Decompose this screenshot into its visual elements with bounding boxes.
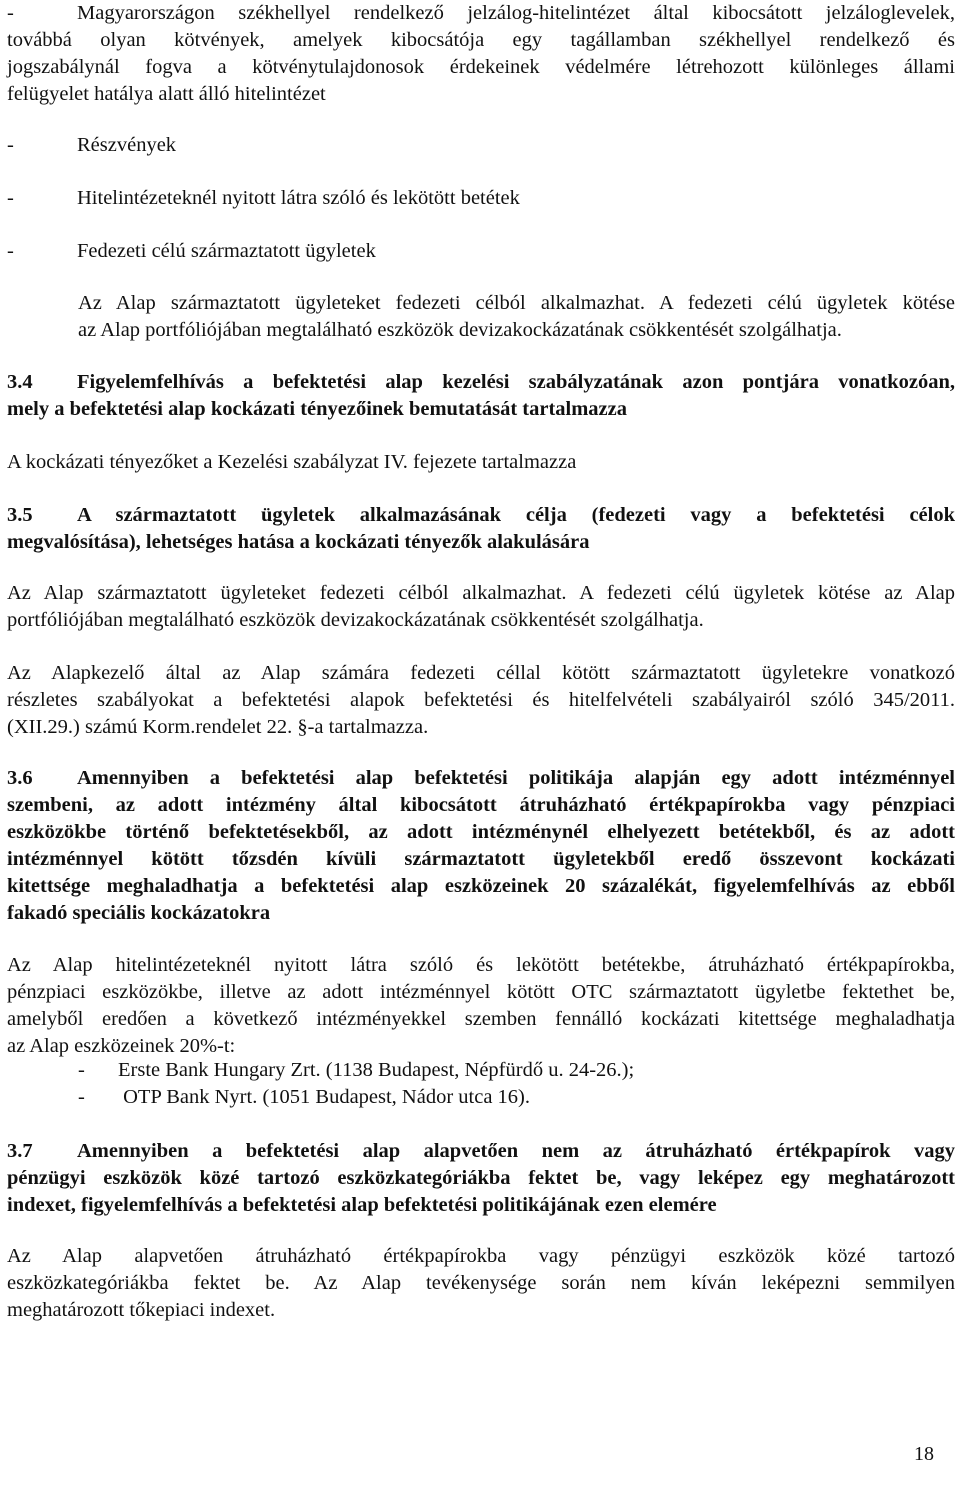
section-3-7-body	[7, 1243, 955, 1324]
intro-line-2: továbbá olyan kötvények, amelyek kibocsátója egy tagállamban székhellyel rendelkező és	[7, 29, 955, 51]
section-3-7-heading-line-3: indexet, figyelemfelhívás a befektetési alap befektetési politikájának ezen elemére	[7, 1194, 717, 1216]
section-number: 3.5	[7, 504, 33, 526]
section-3-5-para-1-line-2: portfóliójában megtalálható eszközök devizakockázatának csökkentését szolgálhatja.	[7, 609, 704, 631]
list-item-deposits	[7, 185, 520, 212]
list-dash: -	[7, 187, 14, 209]
section-3-5-para-1	[7, 580, 955, 634]
institution-item-erste	[78, 1057, 634, 1084]
institution-label: Erste Bank Hungary Zrt. (1138 Budapest, Népfürdő u. 24-26.);	[118, 1059, 635, 1081]
intro-line-1: Magyarországon székhellyel rendelkező jelzálog-hitelintézet által kibocsátott jelzáloglevelek,	[77, 2, 955, 24]
intro-line-4: felügyelet hatálya alatt álló hitelintézet	[7, 83, 326, 105]
institution-dash: -	[78, 1059, 85, 1081]
section-3-6-heading-line-6: fakadó speciális kockázatokra	[7, 902, 271, 924]
section-3-7-heading-line-2: pénzügyi eszközök közé tartozó eszközkategóriákba fektet be, vagy leképez egy meghatározott	[7, 1167, 955, 1189]
section-3-5-para-2-line-3: (XII.29.) számú Korm.rendelet 22. §-a tartalmazza.	[7, 716, 429, 738]
section-3-6-heading-line-5: kitettsége meghaladhatja a befektetési alap eszközeinek 20 százalékát, figyelemfelhívás az ebből	[7, 875, 955, 897]
list-item-label: Fedezeti célú származtatott ügyletek	[77, 240, 376, 262]
hedge-note	[78, 290, 955, 344]
section-3-5-para-2	[7, 660, 955, 741]
institution-dash: -	[78, 1086, 85, 1108]
section-3-5-para-2-line-1: Az Alapkezelő által az Alap számára fedezeti céllal kötött származtatott ügyletekre vonatkozó	[7, 662, 955, 684]
section-3-6-heading-line-4: intézménnyel kötött tőzsdén kívüli származtatott ügyletekből eredő összevont kockázati	[7, 848, 955, 870]
section-3-6-heading-line-2: szembeni, az adott intézmény által kibocsátott átruházható értékpapírokba vagy pénzpiaci	[7, 794, 955, 816]
list-dash: -	[7, 134, 14, 156]
section-number: 3.7	[7, 1140, 33, 1162]
section-3-4	[7, 369, 955, 423]
section-3-6-body-line-2: pénzpiaci eszközökbe, illetve az adott intézménnyel kötött OTC származtatott ügyletbe fektethet be,	[7, 981, 955, 1003]
section-3-6-heading-line-1: 3.6 Amennyiben a befektetési alap befektetési politikája alapján egy adott intézménnyel	[7, 765, 955, 792]
section-3-5-heading-line-2: megvalósítása), lehetséges hatása a kockázati tényezők alakulására	[7, 531, 590, 553]
section-3-7	[7, 1138, 955, 1219]
intro-line-3: jogszabálynál fogva a kötvénytulajdonosok érdekeinek védelmére létrehozott különleges állami	[7, 56, 955, 78]
section-3-6	[7, 765, 955, 927]
intro-block	[7, 0, 955, 108]
section-3-4-heading-line-2: mely a befektetési alap kockázati tényezőinek bemutatását tartalmazza	[7, 398, 627, 420]
section-3-5	[7, 502, 955, 556]
section-3-4-heading-line-1: 3.4 Figyelemfelhívás a befektetési alap kezelési szabályzatának azon pontjára vonatkozóan,	[7, 369, 955, 396]
section-3-5-para-2-line-2: részletes szabályokat a befektetési alapok befektetési és hitelfelvételi szabályairól szóló 345/2011.	[7, 689, 955, 711]
section-3-4-body: A kockázati tényezőket a Kezelési szabályzat IV. fejezete tartalmazza	[7, 451, 577, 473]
list-item-label: Hitelintézeteknél nyitott látra szóló és lekötött betétek	[77, 187, 520, 209]
section-3-6-body	[7, 952, 955, 1060]
list-item-hedging	[7, 238, 376, 265]
institution-label: OTP Bank Nyrt. (1051 Budapest, Nádor utca 16).	[118, 1086, 531, 1108]
section-3-6-heading-line-3: eszközökbe történő befektetésekből, az adott intézménynél elhelyezett betétekből, és az adott	[7, 821, 955, 843]
list-dash: -	[7, 240, 14, 262]
institution-item-otp	[78, 1084, 530, 1111]
intro-first-line	[7, 0, 955, 27]
section-3-5-heading-line-1: 3.5 A származtatott ügyletek alkalmazásának célja (fedezeti vagy a befektetési célok	[7, 502, 955, 529]
page-number: 18	[914, 1443, 934, 1465]
hedge-note-line-1: Az Alap származtatott ügyleteket fedezeti célból alkalmazhat. A fedezeti célú ügyletek kötése	[78, 292, 955, 314]
section-3-6-body-line-3: amelyből eredően a következő intézményekkel szemben fennálló kockázati kitettsége meghaladhatja	[7, 1008, 955, 1030]
hedge-note-line-2: az Alap portfóliójában megtalálható eszközök devizakockázatának csökkentését szolgálhatja.	[78, 319, 842, 341]
section-3-7-heading-line-1: 3.7 Amennyiben a befektetési alap alapvetően nem az átruházható értékpapírok vagy	[7, 1138, 955, 1165]
section-3-5-para-1-line-1: Az Alap származtatott ügyleteket fedezeti célból alkalmazhat. A fedezeti célú ügyletek kötése az Alap	[7, 582, 955, 604]
section-3-7-body-line-3: meghatározott tőkepiaci indexet.	[7, 1299, 276, 1321]
intro-dash: -	[7, 2, 14, 24]
section-number: 3.4	[7, 371, 33, 393]
list-item-shares	[7, 132, 176, 159]
section-3-6-body-line-4: az Alap eszközeinek 20%-t:	[7, 1035, 236, 1057]
section-3-7-body-line-2: eszközkategóriákba fektet be. Az Alap tevékenysége során nem kíván leképezni semmilyen	[7, 1272, 955, 1294]
section-number: 3.6	[7, 767, 33, 789]
section-3-6-body-line-1: Az Alap hitelintézeteknél nyitott látra szóló és lekötött betétekbe, átruházható értékpapírokba,	[7, 954, 955, 976]
section-3-7-body-line-1: Az Alap alapvetően átruházható értékpapírokba vagy pénzügyi eszközök közé tartozó	[7, 1245, 955, 1267]
list-item-label: Részvények	[77, 134, 177, 156]
